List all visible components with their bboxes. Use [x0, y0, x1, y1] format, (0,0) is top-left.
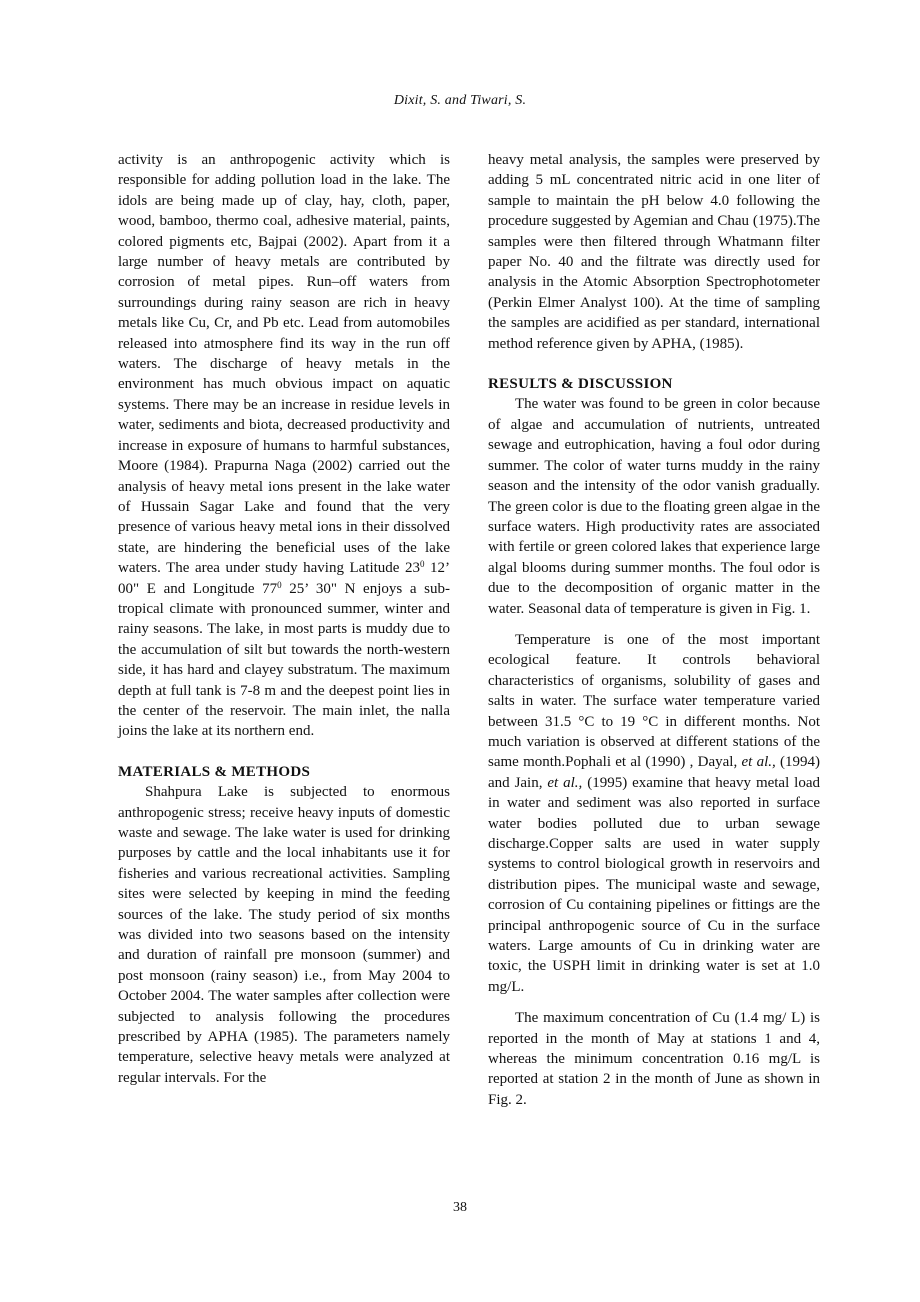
temperature-text-part-1: Temperature is one of the most important ecological feature. It controls behavioral characteristics of organisms, solubility of gases and salts in water. The surface water temperature varied between 31.5 °C to 19 °C in different months. Not much variation is observed at different stations of the same month.Pophali et al (1990) , Dayal, — [488, 631, 820, 771]
temperature-text-part-3: (1995) examine that heavy metal load in water and sediment was also reported in surface water bodies polluted due to urban sewage discharge.Copper salts are used in water supply systems to control biological growth in reservoirs and distribution pipes. The municipal waste and sewage, corrosion of Cu containing pipelines or fittings are the principal anthropogenic source of Cu in the surface waters. Large amounts of Cu in drinking water are toxic, the USPH limit in drinking water is set at 1.0 mg/L. — [488, 774, 820, 995]
results-heading: RESULTS & DISCUSSION — [488, 376, 673, 393]
left-column — [118, 150, 450, 1088]
degree-superscript-latitude: 0 — [419, 559, 425, 570]
degree-superscript-longitude: 0 — [277, 579, 282, 590]
page-number: 38 — [453, 1200, 467, 1215]
temperature-text-part-2: (1994) and Jain — [488, 754, 820, 791]
citation-et-al-dayal: et al., — [741, 754, 776, 771]
intro-text-part-3: 25’ 30" N enjoys a sub-tropical climate with pronounced summer, winter and rainy seasons. The lake, in most parts is muddy due to the accumulation of silt but towards the north-western side, it has hard and clayey substratum. The maximum depth at full tank is 7-8 m and the deepest point lies in the center of the reservoir. The main inlet, the nalla joins the lake at its northern end. — [118, 580, 450, 740]
intro-text-part-1: activity is an anthropogenic activity which is responsible for adding pollution load in the lake. The idols are being made up of clay, hay, cloth, paper, wood, bamboo, thermo coal, adhesive material, paints, colored pigments etc, Bajpai (2002). Apart from it a large number of heavy metals are contributed by corrosion of metal pipes. Run–off waters from surroundings during rainy season are rich in heavy metals like Cu, Cr, and Pb etc. Lead from automobiles released into atmosphere find its way in the run off waters. The discharge of heavy metals in the environment has much obvious impact on aquatic systems. There may be an increase in residue levels in water, sediments and biota, decreased productivity and increase in exposure of humans to harmful substances, Moore (1984). Prapurna Naga (2002) carried out the analysis of heavy metal ions present in the lake water of Hussain Sagar Lake and found that the very presence of various heavy metal ions in their dissolved state, are hindering the beneficial uses of the lake waters. The area under study having Latitude 23 — [118, 152, 450, 577]
methods-continued-paragraph: heavy metal analysis, the samples were preserved by adding 5 mL concentrated nitric acid in one liter of sample to maintain the pH below 4.0 following the procedure suggested by Agemian and Chau (1975).The samples were then filtered through Whatmann filter paper No. 40 and the filtrate was directly used for analysis in the Atomic Absorption Spectrophotometer (Perkin Elmer Analyst 100). At the time of sampling the samples are acidified as per standard, international method reference given by APHA, (1985). — [488, 152, 820, 352]
methods-paragraph: Shahpura Lake is subjected to enormous anthropogenic stress; receive heavy inputs of domestic waste and sewage. The lake water is used for drinking purposes by cattle and the local inhabitants use it for fisheries and various recreational activities. Sampling sites were selected by keeping in mind the feeding sources of the lake. The study period of six months was divided into two seasons based on the intensity and duration of rainfall pre monsoon (summer) and post monsoon (rainy season) i.e., from May 2004 to October 2004. The water samples after collection were subjected to analysis following the procedures prescribed by APHA (1985). The parameters namely temperature, selective heavy metals were analyzed at regular intervals. For the — [118, 784, 450, 1086]
intro-paragraph — [118, 150, 450, 742]
methods-heading: MATERIALS & METHODS — [118, 763, 311, 780]
citation-et-al-jain: , et al., — [538, 774, 583, 791]
right-column — [488, 150, 820, 1110]
copper-paragraph: The maximum concentration of Cu (1.4 mg/ L) is reported in the month of May at stations 1 and 4, whereas the minimum concentration 0.16 mg/L is reported at station 2 in the month of June as shown in Fig. 2. — [488, 1010, 820, 1108]
temperature-paragraph — [488, 630, 820, 997]
running-head: Dixit, S. and Tiwari, S. — [393, 93, 527, 108]
results-paragraph: The water was found to be green in color because of algae and accumulation of nutrients, untreated sewage and eutrophication, having a foul odor during summer. The color of water turns muddy in the rainy season and the intensity of the odor vanish gradually. The green color is due to the floating green algae in the surface waters. High productivity rates are associated with fertile or green colored lakes that experience large algal blooms during summer months. The foul odor is due to the decomposition of organic matter in the water. Seasonal data of temperature is given in Fig. 1. — [488, 396, 820, 617]
intro-text-part-2: 12’ 00" E and Longitude 77 — [118, 560, 450, 597]
